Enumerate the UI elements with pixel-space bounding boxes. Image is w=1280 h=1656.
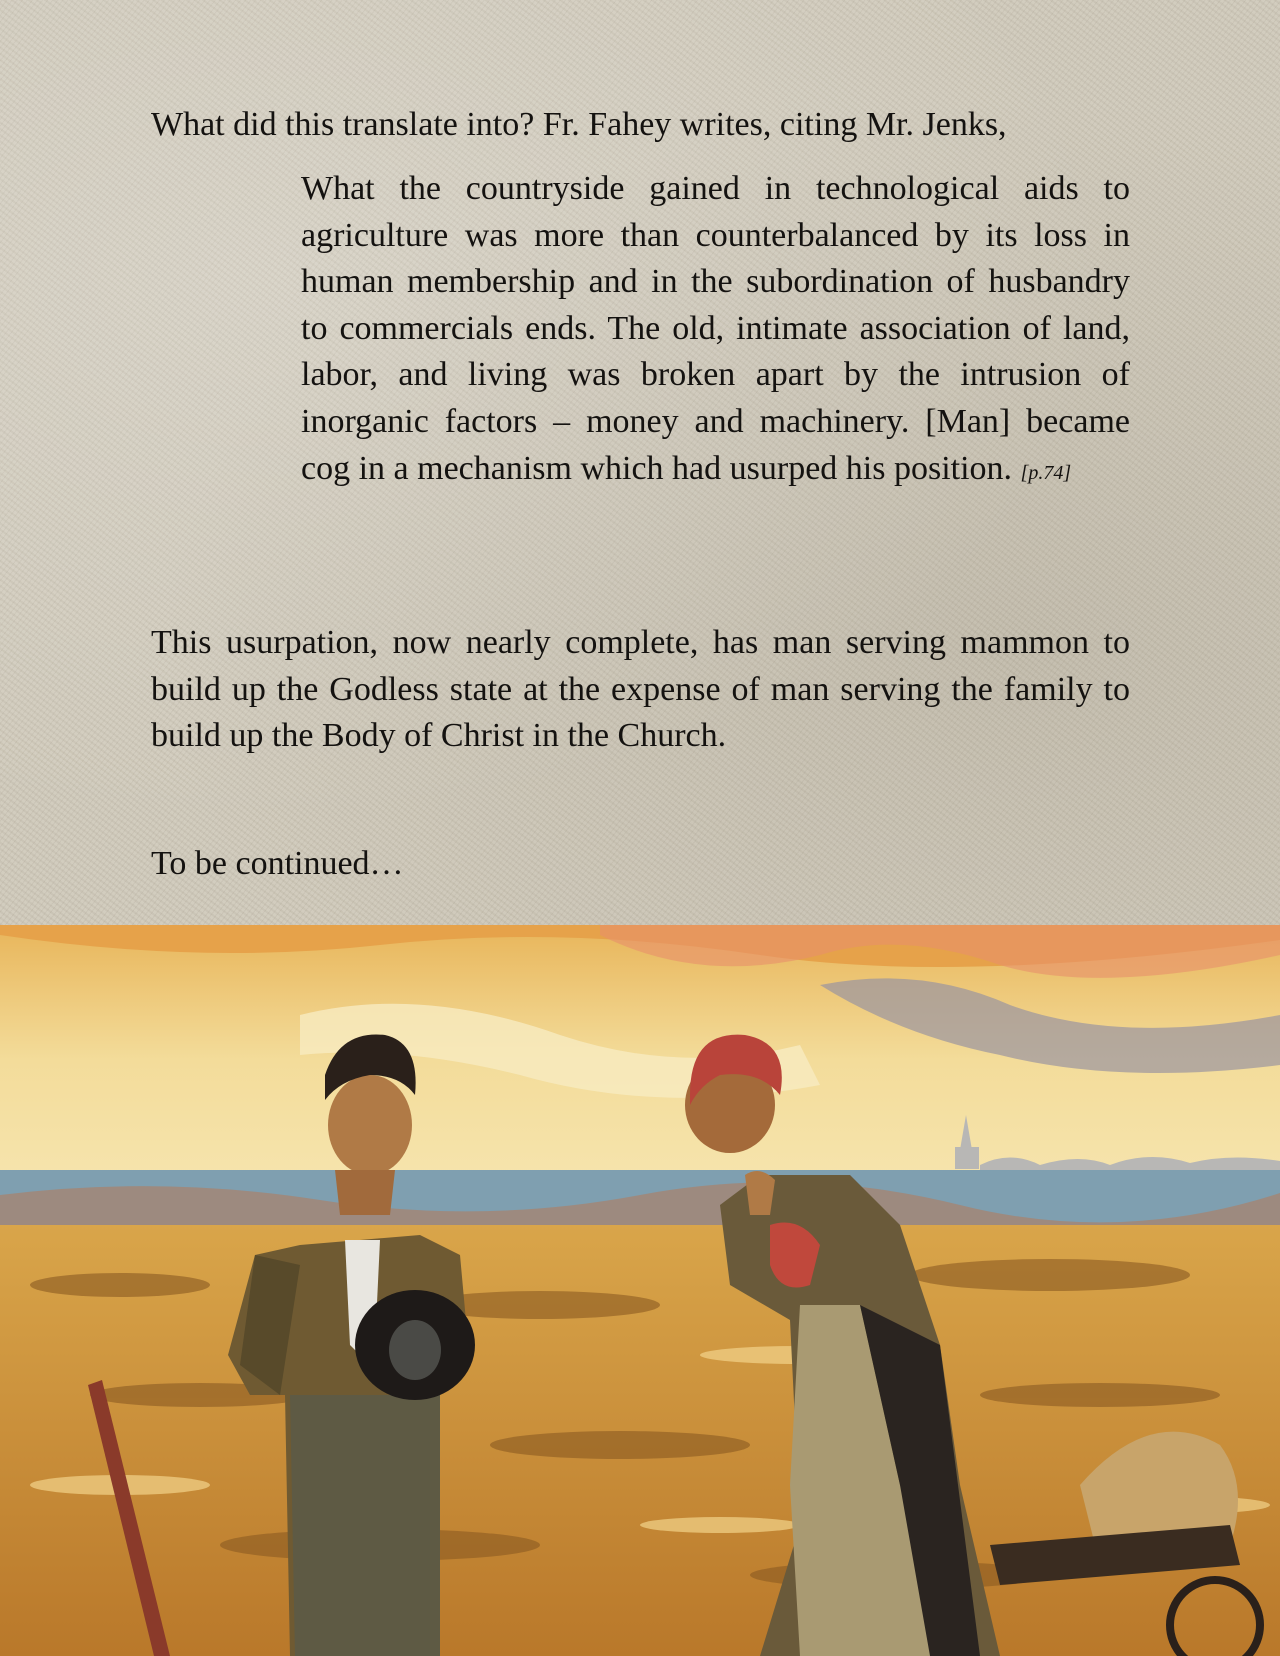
church xyxy=(955,1147,979,1169)
quote-text: What the countryside gained in technological aids to agriculture was more than counterbalanced by its loss in human membership and in the subordination of husbandry to commercials ends. The old, intimate association of land, labor, and living was broken apart by the intrusion of inorganic factors – money and machinery. [Man] became cog in a mechanism which had usurped his position. xyxy=(301,170,1130,487)
quote-citation: [p.74] xyxy=(1020,461,1072,484)
block-quote xyxy=(301,166,1130,496)
painting-illustration xyxy=(0,925,1280,1656)
continued-note: To be continued… xyxy=(151,845,404,882)
body-paragraph: This usurpation, now nearly complete, has man serving mammon to build up the Godless state at the expense of man serving the family to build up the Body of Christ in the Church. xyxy=(151,624,1130,755)
angelus-painting xyxy=(0,925,1280,1656)
intro-text: What did this translate into? Fr. Fahey writes, citing Mr. Jenks, xyxy=(151,106,1007,143)
